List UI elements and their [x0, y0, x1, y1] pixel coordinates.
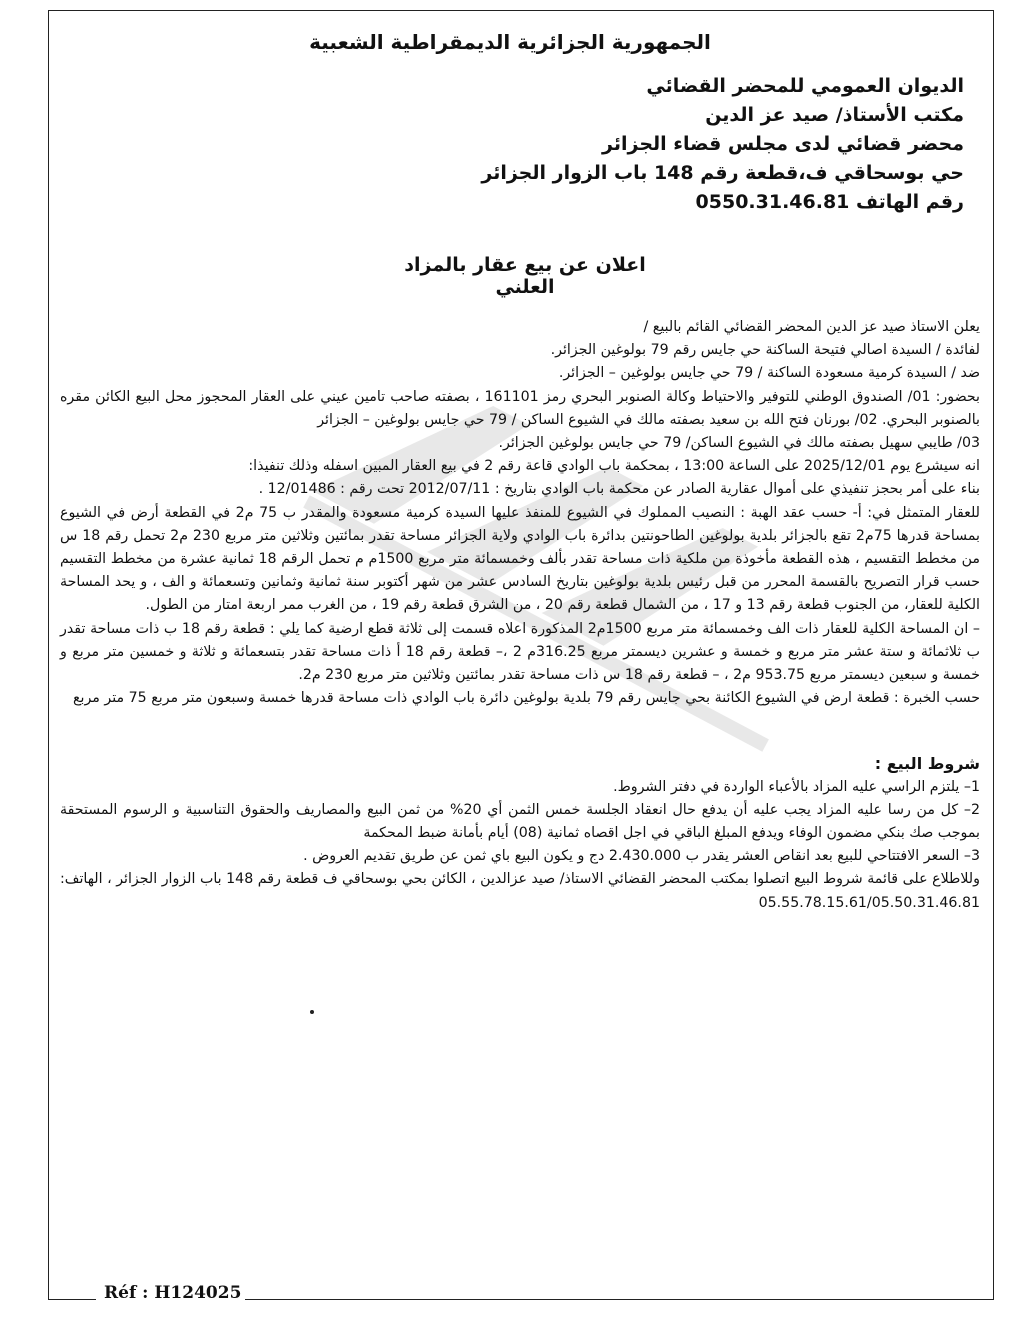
seizure-order-line: بناء على أمر بحجز تنفيذي على أموال عقارية الصادر عن محكمة باب الوادي بتاريخ : 2012/07/11 تحت رقم : 12/01486 . — [258, 481, 980, 498]
conditions-title: شروط البيع : — [874, 754, 980, 774]
bailiff-office-header — [444, 72, 964, 217]
expertise-paragraph: حسب الخبرة : قطعة ارض في الشيوع الكائنة بحي جايس رقم 79 بلدية بولوغين دائرة باب الوادي ذات مساحة قدرها خمسة وسبعون متر مربع 75 متر مربع — [72, 690, 980, 707]
office-phone: رقم الهاتف 0550.31.46.81 — [695, 191, 964, 213]
against-line: ضد / السيدة كرمية مسعودة الساكنة / 79 حي جايس بولوغين – الجزائر. — [558, 365, 980, 382]
announcement-headline: اعلان عن بيع عقار بالمزاد العلني — [404, 254, 646, 298]
area-division: – ان المساحة الكلية للعقار ذات الف وخمسمائة متر مربع 1500م2 المذكورة اعلاه قسمت إلى ثلاثة قطع ارضية كما يلي : قطعة رقم 18 ب ذات مساحة تقدر ب ثلاثمائة و ستة عشر متر مربع و خمسة و عشرين ديسمتر مربع 316.25م 2 ،– قطعة رقم 18 أ ذات مساحة تقدر بتسعمائة و ثلاثة و خمسين متر مربع و خمسة و سبعين ديسمتر مربع 953.75 م2 ، – قطعة رقم 18 س ذات مساحة تقدر بمائتين وثلاثين متر مربع 230 م2. — [60, 620, 981, 684]
beneficiary-line: لفائدة / السيدة اصالي فتيحة الساكنة حي جايس رقم 79 بولوغين الجزائر. — [550, 342, 980, 359]
property-description: للعقار المتمثل في: أ- حسب عقد الهبة : النصيب المملوك في الشيوع للمنفذ عليها السيدة كرمية مسعودة والمقدر ب 75 م2 في القطعة أرض في الشيوع بمساحة قدرها 75م2 تقع بالجزائر بلدية بولوغين الطاحونتين بدائرة باب الوادي ولاية الجزائر مساحة تقدر بمائتين وثلاثين متر مربع 230 م2 تحمل رقم 18 س من مخطط التقسيم ، هذه القطعة مأخوذة من ملكية ذات مساحة تقدر بألف وخمسمائة متر مربع 1500م م تحمل الرقم 18 ثمانية عشرة من مخطط التقسيم حسب قرار التصريح بالقسمة المحرر من قبل رئيس بلدية بولوغين بتاريخ السادس عشر من شهر أكتوبر سنة ثمانية وثمانين وتسعمائة و الف ، و يحد المساحة الكلية للعقار، من الجنوب قطعة رقم 13 و 17 ، من الشمال قطعة رقم 20 ، من الشرق قطعة رقم 19 ، من الغرب ممر اربعة امتار من الطول. — [60, 504, 981, 614]
office-line: محضر قضائي لدى مجلس قضاء الجزائر — [602, 133, 964, 155]
condition-item: 2– كل من رسا عليه المزاد يجب عليه أن يدفع حال انعقاد الجلسة خمس الثمن أي 20% من ثمن البيع والمصاريف والحقوق التناسبية و الرسوم المستحقة بموجب صك بنكي مضمون الوفاء ويدفع المبلغ الباقي في اجل اقصاه ثمانية (08) أيام بأمانة ضبط المحكمة — [60, 801, 981, 842]
sale-date-line: انه سيشرع يوم 2025/12/01 على الساعة 13:00 ، بمحكمة باب الوادي قاعة رقم 2 في بيع العقار المبين اسفله وذلك تنفيذا: — [248, 458, 980, 475]
office-line: مكتب الأستاذ/ صيد عز الدين — [705, 104, 964, 126]
attendance-paragraph: بحضور: 01/ الصندوق الوطني للتوفير والاحتياط وكالة الصنوبر البحري رمز 161101 ، بصفته صاحب تامين عيني على العقار المحجوز محل البيع الكائن مقره بالصنوبر البحري. 02/ بورنان فتح الله بن سعيد بصفته مالك في الشيوع الساكن / 79 حي جايس بولوغين – الجزائر — [60, 388, 980, 428]
contact-paragraph: وللاطلاع على قائمة شروط البيع اتصلوا بمكتب المحضر القضائي الاستاذ/ صيد عزالدين ، الكائن بحي بوسحاقي ف قطعة رقم 148 باب الزوار الجزائر ، الهاتف: 05.55.78.15.61/05.50.31.46.81 — [60, 871, 980, 911]
announcement-body — [60, 316, 980, 915]
condition-item: 1– يلتزم الراسي عليه المزاد بالأعباء الواردة في دفتر الشروط. — [613, 778, 980, 795]
announcer-line: يعلن الاستاذ صيد عز الدين المحضر القضائي القائم بالبيع / — [643, 319, 980, 335]
stray-dot — [310, 1010, 314, 1014]
attendance-third: 03/ طايبي سهيل بصفته مالك في الشيوع الساكن/ 79 حي جايس بولوغين الجزائر. — [498, 435, 980, 452]
condition-item: 3– السعر الافتتاحي للبيع بعد انقاص العشر يقدر ب 2.430.000 دج و يكون البيع باي ثمن عن طريق تقديم العروض . — [303, 848, 980, 865]
republic-title: الجمهورية الجزائرية الديمقراطية الشعبية — [309, 30, 711, 54]
reference-code: Réf : H124025 — [100, 1283, 245, 1303]
office-line: الديوان العمومي للمحضر القضائي — [646, 75, 964, 97]
office-line: حي بوسحاقي ف،قطعة رقم 148 باب الزوار الجزائر — [481, 162, 964, 184]
